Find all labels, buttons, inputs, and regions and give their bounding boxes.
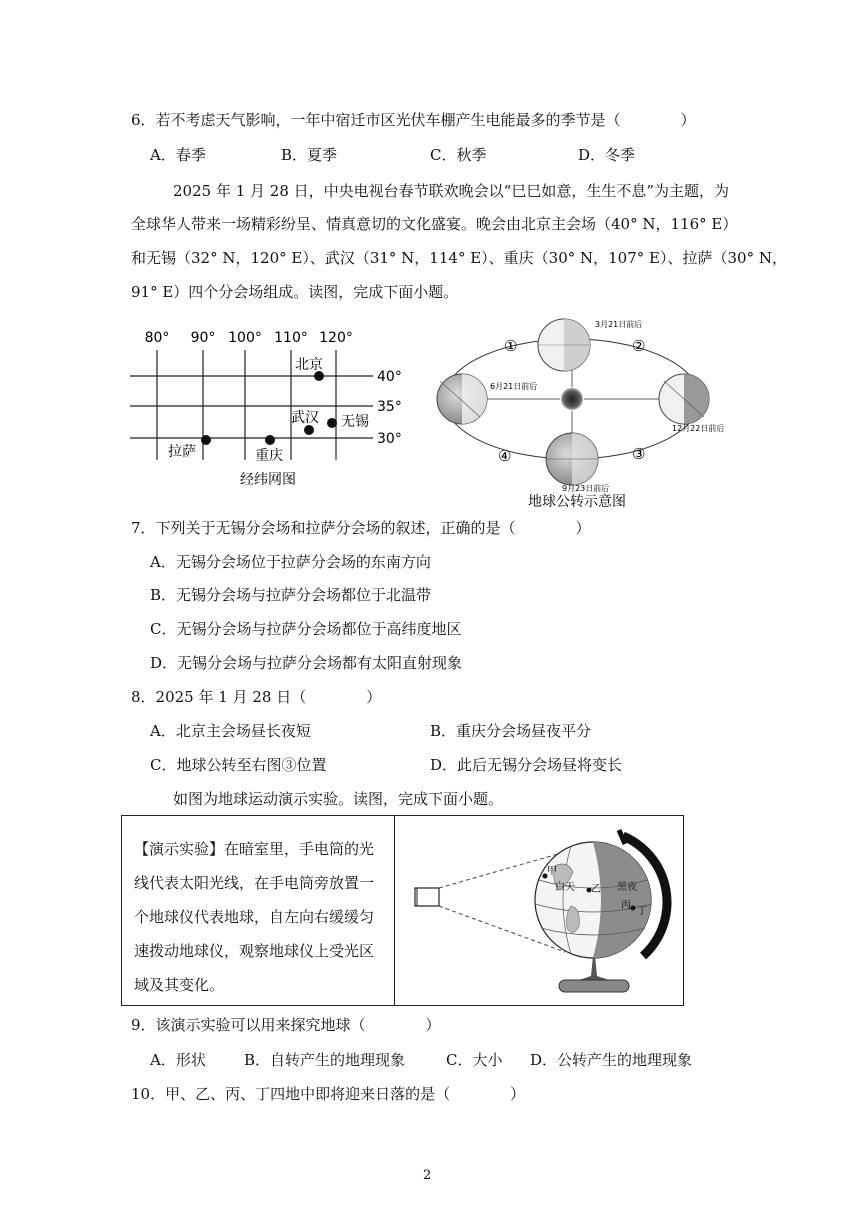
passage-line-4: 91° E）四个分会场组成。读图，完成下面小题。 <box>131 283 459 301</box>
q9-option-b: B．自转产生的地理现象 <box>244 1051 406 1069</box>
experiment-box <box>121 815 684 1006</box>
city-wuhan: 武汉 <box>291 410 319 426</box>
q7-option-d: D．无锡分会场与拉萨分会场都有太阳直射现象 <box>150 654 463 672</box>
page-number: 2 <box>423 1168 432 1183</box>
label-bing: 丙 <box>621 900 631 911</box>
label-night: 黑夜 <box>617 882 637 893</box>
q6-option-a: A．春季 <box>150 146 206 164</box>
lhasa-dot <box>201 435 211 445</box>
wuhan-dot <box>304 425 314 435</box>
question-7-stem: 7．下列关于无锡分会场和拉萨分会场的叙述，正确的是（ ） <box>131 519 591 537</box>
q9-option-d: D．公转产生的地理现象 <box>530 1051 693 1069</box>
q8-option-b: B．重庆分会场昼夜平分 <box>430 722 592 740</box>
orbit-position-3: ③ <box>632 445 646 463</box>
globe-experiment-illustration <box>395 816 682 1005</box>
chongqing-dot <box>265 435 275 445</box>
q8-option-c: C．地球公转至右图③位置 <box>150 756 327 774</box>
passage-line-1: 2025 年 1 月 28 日，中央电视台春节联欢晚会以“巳巳如意，生生不息”为主题，为 <box>173 182 729 200</box>
lon-label-120: 120° <box>319 330 353 346</box>
q7-option-a: A．无锡分会场位于拉萨分会场的东南方向 <box>150 553 431 571</box>
q7-option-b: B．无锡分会场与拉萨分会场都位于北温带 <box>150 586 432 604</box>
orbit-position-4: ④ <box>498 447 512 465</box>
experiment-intro: 如图为地球运动演示实验。读图，完成下面小题。 <box>173 790 504 808</box>
label-day: 白天 <box>555 882 575 893</box>
label-jia: 甲 <box>547 866 557 877</box>
earth-orbit-diagram <box>432 313 742 513</box>
q9-option-a: A．形状 <box>150 1051 206 1069</box>
experiment-description: 【演示实验】在暗室里，手电筒的光线代表太阳光线，在手电筒旁放置一个地球仪代表地球，自左向右缓缓匀速拨动地球仪，观察地球仪上受光区域及其变化。 <box>134 840 375 994</box>
q6-option-c: C．秋季 <box>430 146 487 164</box>
date-dec22: 12月22日前后 <box>672 424 725 433</box>
date-jun21: 6月21日前后 <box>490 382 538 391</box>
orbit-caption: 地球公转示意图 <box>528 494 626 510</box>
question-9-stem: 9．该演示实验可以用来探究地球（ ） <box>131 1016 441 1034</box>
lat-label-30: 30° <box>377 431 402 447</box>
question-6-stem: 6．若不考虑天气影响，一年中宿迁市区光伏车棚产生电能最多的季节是（ ） <box>131 111 696 129</box>
lon-label-90: 90° <box>190 330 216 346</box>
grid-map-caption: 经纬网图 <box>240 472 296 488</box>
q8-option-d: D．此后无锡分会场昼将变长 <box>430 756 623 774</box>
city-chongqing: 重庆 <box>255 448 283 464</box>
city-lhasa: 拉萨 <box>168 444 196 460</box>
passage-line-2: 全球华人带来一场精彩纷呈、情真意切的文化盛宴。晚会由北京主会场（40° N，116° E） <box>131 215 738 233</box>
date-mar21: 3月21日前后 <box>595 320 643 329</box>
lat-label-35: 35° <box>377 399 402 415</box>
lon-label-80: 80° <box>144 330 170 346</box>
orbit-position-1: ① <box>504 337 518 355</box>
flashlight-icon <box>415 888 439 906</box>
wuxi-dot <box>327 418 337 428</box>
label-yi: 乙 <box>591 884 601 895</box>
date-sep23: 9月23日前后 <box>562 484 610 493</box>
city-beijing: 北京 <box>295 357 323 373</box>
city-wuxi: 无锡 <box>341 414 369 430</box>
q6-option-d: D．冬季 <box>578 146 636 164</box>
lat-lon-grid-map <box>125 320 425 495</box>
lat-label-40: 40° <box>377 369 402 385</box>
orbit-position-2: ② <box>632 337 646 355</box>
q8-option-a: A．北京主会场昼长夜短 <box>150 722 311 740</box>
q7-option-c: C．无锡分会场与拉萨分会场都位于高纬度地区 <box>150 620 462 638</box>
q6-option-b: B．夏季 <box>281 146 338 164</box>
question-10-stem: 10．甲、乙、丙、丁四地中即将迎来日落的是（ ） <box>131 1085 526 1103</box>
passage-line-3: 和无锡（32° N，120° E）、武汉（31° N，114° E）、重庆（30° N，107° E）、拉萨（30° N， <box>131 249 787 267</box>
sun-icon <box>561 388 583 410</box>
q9-option-c: C．大小 <box>446 1051 503 1069</box>
question-8-stem: 8．2025 年 1 月 28 日（ ） <box>131 688 382 706</box>
label-ding: 丁 <box>637 906 647 917</box>
lon-label-110: 110° <box>274 330 308 346</box>
lon-label-100: 100° <box>228 330 262 346</box>
